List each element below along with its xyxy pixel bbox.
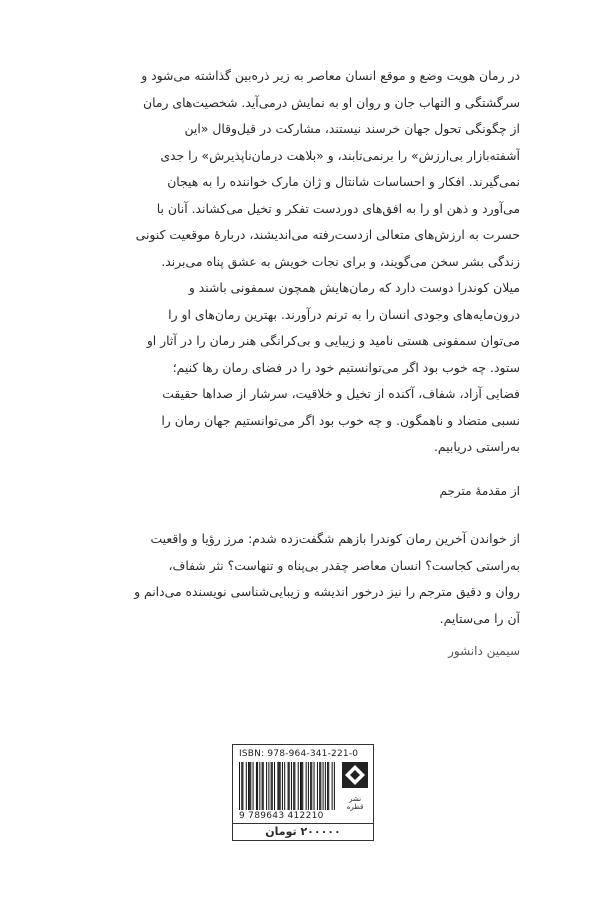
barcode-bar xyxy=(301,762,302,810)
quote-paragraph xyxy=(100,526,520,632)
barcode-bar xyxy=(250,762,251,810)
barcode-bar xyxy=(253,762,254,810)
barcode-bar xyxy=(300,762,301,810)
barcode-bar xyxy=(239,762,240,810)
text-line: آن را می‌ستایم. xyxy=(439,610,520,626)
ean-digits: 9 789643 412210 xyxy=(239,811,324,821)
barcode-bar xyxy=(288,762,289,810)
text-line: نمی‌گیرند. افکار و احساسات شانتال و ژان مارک خواننده را به هیجان xyxy=(167,174,520,189)
barcode-bar xyxy=(332,762,333,810)
text-line: فضایی آزاد، شفاف، آکنده از تخیل و خلاقیت، سرشار از صداها حقیقت xyxy=(162,386,520,401)
translator-attribution: از مقدمهٔ مترجم xyxy=(439,484,520,498)
intro-paragraph xyxy=(100,63,520,461)
text-line: نسبی متضاد و ناهمگون. و چه خوب بود اگر می‌توانستیم جهان رمان را xyxy=(161,412,520,428)
barcode-bar xyxy=(284,762,285,810)
barcode-bar xyxy=(291,762,292,810)
barcode-bar xyxy=(249,762,250,810)
barcode-bar xyxy=(274,762,275,810)
barcode-bar xyxy=(248,762,249,810)
barcode-bar xyxy=(282,762,283,810)
barcode-bar xyxy=(325,762,326,810)
barcode-bar xyxy=(334,762,335,810)
barcode-bar xyxy=(241,762,242,810)
text-line: سرگشتگی و التهاب جان و روان او به نمایش درمی‌آید. شخصیت‌های رمان xyxy=(142,94,520,110)
barcode-box xyxy=(232,744,374,841)
text-line: از چگونگی تحول جهان خرسند نیستند، مشارکت در قیل‌وقال «این xyxy=(184,121,520,136)
barcode-bar xyxy=(266,762,267,810)
barcode-bar xyxy=(323,762,324,810)
barcode-bar xyxy=(317,762,318,810)
barcode-bar xyxy=(263,762,264,810)
publisher-logo xyxy=(341,761,369,811)
barcode-bar xyxy=(310,762,311,810)
publisher-logo-icon xyxy=(341,761,369,789)
barcode-bar xyxy=(280,762,281,810)
barcode-bar xyxy=(262,762,263,810)
isbn-text: ISBN: 978-964-341-221-0 xyxy=(239,749,359,759)
barcode-bar xyxy=(293,762,294,810)
barcode-bar xyxy=(319,762,320,810)
text-line: ستود. چه خوب بود اگر می‌توانستیم خود را در فضای رمان رها کنیم؛ xyxy=(172,359,520,375)
barcode-bar xyxy=(242,762,243,810)
text-line: آشفته‌بازار بی‌ارزش» را برنمی‌تابند، و «بلاهت درمان‌ناپذیرش» را جدی xyxy=(160,147,520,163)
barcode-bar xyxy=(327,762,328,810)
text-line: زندگی بشر سخن می‌گویند، و برای نجات خویش به عشق پناه می‌برند. xyxy=(161,253,520,269)
text-line: به‌راستی کجاست؟ انسان معاصر چقدر بی‌پناه و تنهاست؟ نثر شفاف، xyxy=(168,557,520,573)
author-attribution: سیمین دانشور xyxy=(448,644,520,658)
text-line: حسرت به ارزش‌های متعالی ازدست‌رفته می‌اندیشند، دربارهٔ موقعیت کنونی xyxy=(135,227,520,242)
barcode-bar xyxy=(271,762,272,810)
barcode-bar xyxy=(289,762,290,810)
text-line: می‌آورد و ذهن او را به افق‌های دوردست تفکر و تخیل می‌کشاند. آنان با xyxy=(156,200,520,216)
text-line: درون‌مایه‌های وجودی انسان را به ترنم درآورند. بهترین رمان‌های او را xyxy=(168,306,520,322)
barcode-bar xyxy=(259,762,260,810)
text-line: به‌راستی دریابیم. xyxy=(433,439,520,454)
barcode-bar xyxy=(308,762,309,810)
barcode-bar xyxy=(246,762,247,810)
barcode-bar xyxy=(314,762,315,810)
text-line: روان و دقیق مترجم را نیز درخور اندیشه و زیبایی‌شناسی نویسنده می‌دانم و xyxy=(134,584,520,599)
barcode-bar xyxy=(294,762,295,810)
barcode-bar xyxy=(328,762,329,810)
barcode-bar xyxy=(306,762,307,810)
publisher-label: نشر قطره xyxy=(346,795,364,811)
barcode-bar xyxy=(279,762,280,810)
barcode-bar xyxy=(277,762,278,810)
barcode-bars xyxy=(239,762,335,812)
text-line: میلان کوندرا دوست دارد که رمان‌هایش همچون سمفونی باشند و xyxy=(188,280,520,295)
barcode-bar xyxy=(256,762,257,810)
barcode-bar xyxy=(302,762,303,810)
text-line: در رمان هویت وضع و موقع انسان معاصر به زیر ذره‌بین گذاشته می‌شود و xyxy=(141,68,520,83)
text-line: می‌توان سمفونی هستی نامید و زیبایی و بی‌کرانگی هنر رمان را در آثار او xyxy=(146,333,520,348)
barcode-bar xyxy=(272,762,273,810)
barcode-bar xyxy=(320,762,321,810)
barcode-bar xyxy=(268,762,269,810)
price-label: ۲۰۰۰۰۰ تومان xyxy=(233,823,373,840)
barcode-bar xyxy=(257,762,258,810)
text-line: از خواندن آخرین رمان کوندرا بازهم شگفت‌زده شدم: مرز رؤیا و واقعیت xyxy=(150,531,520,546)
barcode-bar xyxy=(311,762,312,810)
barcode-bar xyxy=(298,762,299,810)
